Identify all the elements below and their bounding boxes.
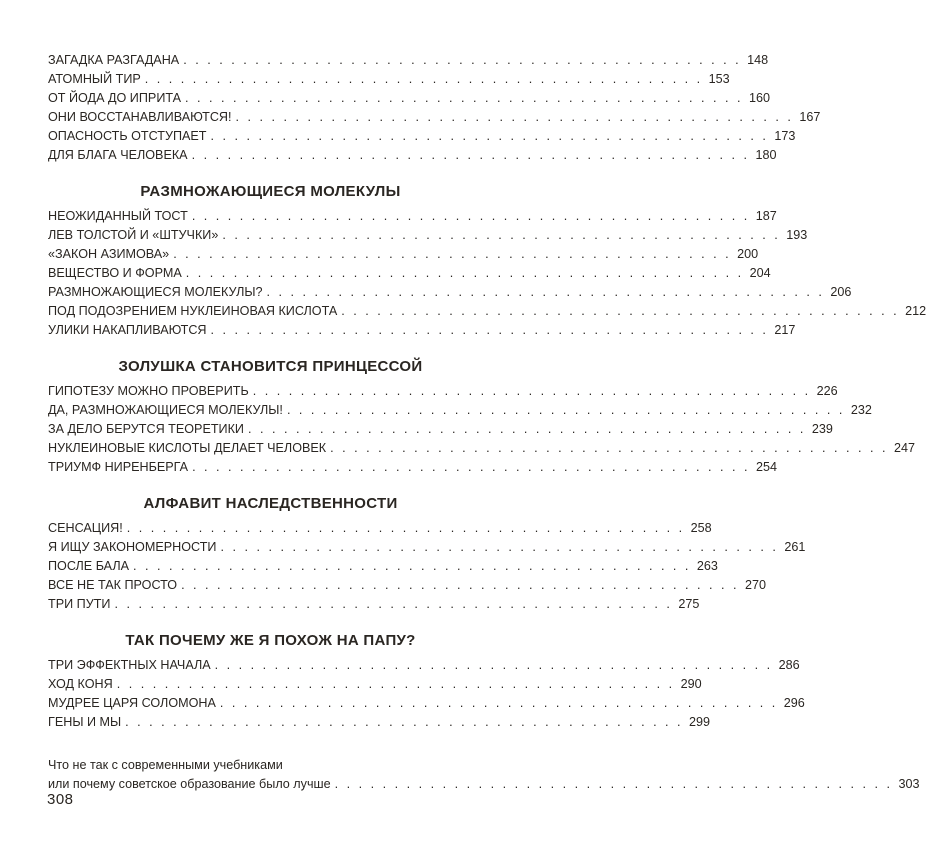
toc-entry-page: 193 <box>786 228 808 242</box>
toc-entry-title: МУДРЕЕ ЦАРЯ СОЛОМОНА <box>48 696 216 710</box>
toc-entry-page: 239 <box>811 422 833 436</box>
toc-entry[interactable] <box>48 264 771 283</box>
toc-entry-title: ТРИ ЭФФЕКТНЫХ НАЧАЛА <box>48 658 211 672</box>
dot-leader: . . . . . . . . . . . . . . . . . . . . . . . . . . . . . . . . . . . . . . . . . . . . . . . <box>252 384 811 398</box>
toc-entry-page: 296 <box>783 696 805 710</box>
toc-entry-page: 200 <box>737 247 759 261</box>
toc-entry[interactable] <box>48 713 711 732</box>
toc-entry-title: ОТ ЙОДА ДО ИПРИТА <box>48 91 182 105</box>
toc-entry-title: «ЗАКОН АЗИМОВА» <box>48 247 170 261</box>
dot-leader: . . . . . . . . . . . . . . . . . . . . . . . . . . . . . . . . . . . . . . . . . . . . . . . <box>334 777 893 791</box>
toc-entry[interactable] <box>48 321 796 340</box>
toc-entry-title: ОПАСНОСТЬ ОТСТУПАЕТ <box>48 129 207 143</box>
chapter-heading[interactable]: ТАК ПОЧЕМУ ЖЕ Я ПОХОЖ НА ПАПУ? <box>125 632 416 649</box>
page-number: 308 <box>47 791 74 808</box>
dot-leader: . . . . . . . . . . . . . . . . . . . . . . . . . . . . . . . . . . . . . . . . . . . . . . . <box>266 285 825 299</box>
toc-entry-page: 180 <box>755 148 777 162</box>
toc-entry[interactable] <box>48 89 770 108</box>
toc-entry-page: 160 <box>748 91 770 105</box>
toc-entry[interactable] <box>48 439 916 458</box>
toc-entry[interactable] <box>48 226 808 245</box>
dot-leader: . . . . . . . . . . . . . . . . . . . . . . . . . . . . . . . . . . . . . . . . . . . . . . . <box>247 422 806 436</box>
toc-section <box>48 494 806 614</box>
toc-entry-title: Я ИЩУ ЗАКОНОМЕРНОСТИ <box>48 540 217 554</box>
toc-entry-title: ТРИ ПУТИ <box>48 597 111 611</box>
dot-leader: . . . . . . . . . . . . . . . . . . . . . . . . . . . . . . . . . . . . . . . . . . . . . . . <box>173 247 732 261</box>
toc-entry-title: ДЛЯ БЛАГА ЧЕЛОВЕКА <box>48 148 188 162</box>
toc-entry-title: ТРИУМФ НИРЕНБЕРГА <box>48 460 189 474</box>
toc-afterword[interactable] <box>48 756 920 794</box>
toc-entry-title: ГИПОТЕЗУ МОЖНО ПРОВЕРИТЬ <box>48 384 249 398</box>
toc-entry[interactable] <box>48 675 702 694</box>
toc-entry-title: ХОД КОНЯ <box>48 677 113 691</box>
toc-entry-page: 212 <box>905 304 926 318</box>
dot-leader: . . . . . . . . . . . . . . . . . . . . . . . . . . . . . . . . . . . . . . . . . . . . . . . <box>114 597 673 611</box>
toc-entry-title: ЛЕВ ТОЛСТОЙ И «ШТУЧКИ» <box>48 228 219 242</box>
toc-entry-page: 204 <box>749 266 771 280</box>
toc-entry-page: 270 <box>744 578 766 592</box>
toc-entry[interactable] <box>48 127 796 146</box>
chapter-heading[interactable]: РАЗМНОЖАЮЩИЕСЯ МОЛЕКУЛЫ <box>140 183 401 200</box>
toc-entry-page: 299 <box>689 715 711 729</box>
toc-entry[interactable] <box>48 302 926 321</box>
toc-entry[interactable] <box>48 51 769 70</box>
toc-entry[interactable] <box>48 538 806 557</box>
toc-section <box>48 182 926 340</box>
toc-entry-page: 226 <box>816 384 838 398</box>
dot-leader: . . . . . . . . . . . . . . . . . . . . . . . . . . . . . . . . . . . . . . . . . . . . . . . <box>222 228 781 242</box>
toc-entry-page: 167 <box>799 110 821 124</box>
dot-leader: . . . . . . . . . . . . . . . . . . . . . . . . . . . . . . . . . . . . . . . . . . . . . . . <box>144 72 703 86</box>
dot-leader: . . . . . . . . . . . . . . . . . . . . . . . . . . . . . . . . . . . . . . . . . . . . . . . <box>133 559 691 573</box>
toc-entry-page: 232 <box>850 403 872 417</box>
dot-leader: . . . . . . . . . . . . . . . . . . . . . . . . . . . . . . . . . . . . . . . . . . . . . . . <box>191 209 750 223</box>
toc-entry-title: НУКЛЕИНОВЫЕ КИСЛОТЫ ДЕЛАЕТ ЧЕЛОВЕК <box>48 441 327 455</box>
dot-leader: . . . . . . . . . . . . . . . . . . . . . . . . . . . . . . . . . . . . . . . . . . . . . . . <box>286 403 845 417</box>
toc-entry[interactable] <box>48 694 805 713</box>
toc-entry-page: 206 <box>830 285 852 299</box>
toc-entry[interactable] <box>48 108 821 127</box>
afterword-page: 303 <box>898 777 920 791</box>
toc-entry-title: ЗАГАДКА РАЗГАДАНА <box>48 53 180 67</box>
toc-entry-page: 153 <box>708 72 730 86</box>
toc-entry-page: 247 <box>894 441 916 455</box>
toc-entry-title: СЕНСАЦИЯ! <box>48 521 123 535</box>
toc-entry-title: АТОМНЫЙ ТИР <box>48 72 141 86</box>
toc-entry[interactable] <box>48 283 852 302</box>
dot-leader: . . . . . . . . . . . . . . . . . . . . . . . . . . . . . . . . . . . . . . . . . . . . . . . <box>183 53 742 67</box>
toc-entry-title: ОНИ ВОССТАНАВЛИВАЮТСЯ! <box>48 110 232 124</box>
toc-entry[interactable] <box>48 207 777 226</box>
dot-leader: . . . . . . . . . . . . . . . . . . . . . . . . . . . . . . . . . . . . . . . . . . . . . . . <box>191 148 750 162</box>
afterword-title-line-2 <box>48 775 920 794</box>
toc-section <box>48 631 805 732</box>
dot-leader: . . . . . . . . . . . . . . . . . . . . . . . . . . . . . . . . . . . . . . . . . . . . . . . <box>185 266 744 280</box>
toc-entry-page: 290 <box>680 677 702 691</box>
toc-entry-page: 275 <box>678 597 700 611</box>
toc-entry[interactable] <box>48 70 730 89</box>
toc-entry[interactable] <box>48 146 777 165</box>
dot-leader: . . . . . . . . . . . . . . . . . . . . . . . . . . . . . . . . . . . . . . . . . . . . . . . <box>192 460 750 474</box>
table-of-contents <box>48 51 926 794</box>
toc-entry-title: ВСЕ НЕ ТАК ПРОСТО <box>48 578 178 592</box>
dot-leader: . . . . . . . . . . . . . . . . . . . . . . . . . . . . . . . . . . . . . . . . . . . . . . . <box>181 578 739 592</box>
toc-entry-page: 258 <box>690 521 712 535</box>
toc-entry-title: ЗА ДЕЛО БЕРУТСЯ ТЕОРЕТИКИ <box>48 422 244 436</box>
afterword-title-line-1: Что не так с современными учебниками <box>48 758 283 772</box>
toc-entry-title: НЕОЖИДАННЫЙ ТОСТ <box>48 209 188 223</box>
chapter-heading[interactable]: ЗОЛУШКА СТАНОВИТСЯ ПРИНЦЕССОЙ <box>118 358 423 375</box>
toc-entry-page: 173 <box>774 129 796 143</box>
dot-leader: . . . . . . . . . . . . . . . . . . . . . . . . . . . . . . . . . . . . . . . . . . . . . . . <box>330 441 889 455</box>
dot-leader: . . . . . . . . . . . . . . . . . . . . . . . . . . . . . . . . . . . . . . . . . . . . . . . <box>220 540 779 554</box>
dot-leader: . . . . . . . . . . . . . . . . . . . . . . . . . . . . . . . . . . . . . . . . . . . . . . . <box>210 323 769 337</box>
toc-entry[interactable] <box>48 401 872 420</box>
toc-entry[interactable] <box>48 576 766 595</box>
toc-entry-title: УЛИКИ НАКАПЛИВАЮТСЯ <box>48 323 207 337</box>
toc-entry-page: 261 <box>784 540 806 554</box>
toc-entry[interactable] <box>48 382 838 401</box>
toc-entry-title: РАЗМНОЖАЮЩИЕСЯ МОЛЕКУЛЫ? <box>48 285 263 299</box>
toc-entry[interactable] <box>48 458 777 477</box>
dot-leader: . . . . . . . . . . . . . . . . . . . . . . . . . . . . . . . . . . . . . . . . . . . . . . . <box>235 110 794 124</box>
dot-leader: . . . . . . . . . . . . . . . . . . . . . . . . . . . . . . . . . . . . . . . . . . . . . . . <box>341 304 900 318</box>
toc-entry[interactable] <box>48 557 718 576</box>
dot-leader: . . . . . . . . . . . . . . . . . . . . . . . . . . . . . . . . . . . . . . . . . . . . . . . <box>219 696 778 710</box>
dot-leader: . . . . . . . . . . . . . . . . . . . . . . . . . . . . . . . . . . . . . . . . . . . . . . . <box>185 91 743 105</box>
dot-leader: . . . . . . . . . . . . . . . . . . . . . . . . . . . . . . . . . . . . . . . . . . . . . . . <box>126 521 685 535</box>
toc-entry[interactable] <box>48 245 759 264</box>
toc-entry-page: 187 <box>755 209 777 223</box>
dot-leader: . . . . . . . . . . . . . . . . . . . . . . . . . . . . . . . . . . . . . . . . . . . . . . . <box>125 715 684 729</box>
toc-entry[interactable] <box>48 595 700 614</box>
toc-entry[interactable] <box>48 420 833 439</box>
toc-section-continuation <box>48 51 821 165</box>
toc-entry-page: 148 <box>747 53 769 67</box>
dot-leader: . . . . . . . . . . . . . . . . . . . . . . . . . . . . . . . . . . . . . . . . . . . . . . . <box>116 677 675 691</box>
chapter-heading[interactable]: АЛФАВИТ НАСЛЕДСТВЕННОСТИ <box>143 495 398 512</box>
toc-entry-page: 263 <box>696 559 718 573</box>
toc-entry-title: ПОД ПОДОЗРЕНИЕМ НУКЛЕИНОВАЯ КИСЛОТА <box>48 304 338 318</box>
toc-entry[interactable] <box>48 656 800 675</box>
toc-entry-page: 254 <box>755 460 777 474</box>
toc-entry[interactable] <box>48 519 712 538</box>
toc-entry-page: 286 <box>778 658 800 672</box>
dot-leader: . . . . . . . . . . . . . . . . . . . . . . . . . . . . . . . . . . . . . . . . . . . . . . . <box>214 658 773 672</box>
afterword-title: или почему советское образование было лучше <box>48 777 331 791</box>
toc-entry-title: ГЕНЫ И МЫ <box>48 715 122 729</box>
dot-leader: . . . . . . . . . . . . . . . . . . . . . . . . . . . . . . . . . . . . . . . . . . . . . . . <box>210 129 769 143</box>
toc-entry-title: ДА, РАЗМНОЖАЮЩИЕСЯ МОЛЕКУЛЫ! <box>48 403 283 417</box>
toc-entry-title: ПОСЛЕ БАЛА <box>48 559 130 573</box>
toc-entry-title: ВЕЩЕСТВО И ФОРМА <box>48 266 182 280</box>
toc-entry-page: 217 <box>774 323 796 337</box>
toc-section <box>48 357 916 477</box>
